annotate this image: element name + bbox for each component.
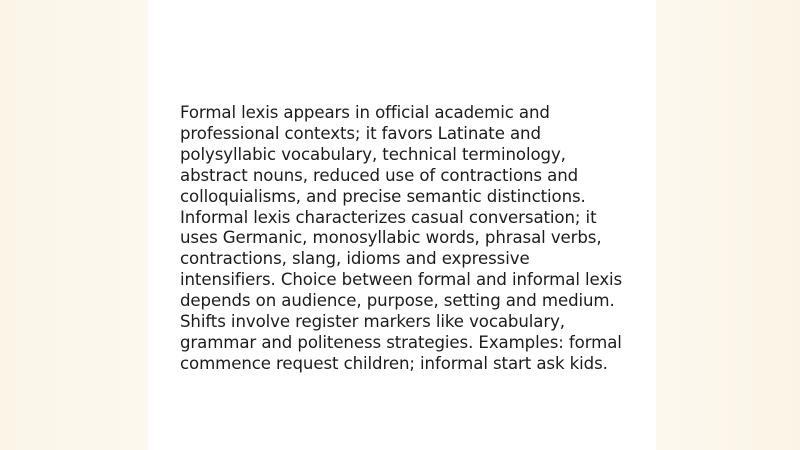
body-paragraph [180, 103, 640, 375]
text-line: Formal lexis appears in official academic and [180, 103, 550, 122]
text-line: grammar and politeness strategies. Examples: formal [180, 332, 622, 352]
text-line: depends on audience, purpose, setting and medium. [180, 291, 615, 311]
right-margin [656, 0, 800, 450]
text-line: intensifiers. Choice between formal and informal lexis [180, 270, 623, 290]
text-line: polysyllabic vocabulary, technical terminology, [180, 144, 566, 164]
left-margin [0, 0, 148, 450]
document-page [148, 0, 656, 450]
text-line: uses Germanic, monosyllabic words, phrasal verbs, [180, 228, 602, 248]
text-line: commence request children; informal start ask kids. [180, 353, 608, 373]
text-line: colloquialisms, and precise semantic distinctions. [180, 186, 586, 206]
text-line: professional contexts; it favors Latinate and [180, 123, 541, 143]
text-line: contractions, slang, idioms and expressive [180, 249, 530, 269]
text-line: abstract nouns, reduced use of contractions and [180, 165, 579, 185]
text-line: Informal lexis characterizes casual conversation; it [180, 207, 597, 227]
text-line: Shifts involve register markers like vocabulary, [180, 312, 565, 332]
